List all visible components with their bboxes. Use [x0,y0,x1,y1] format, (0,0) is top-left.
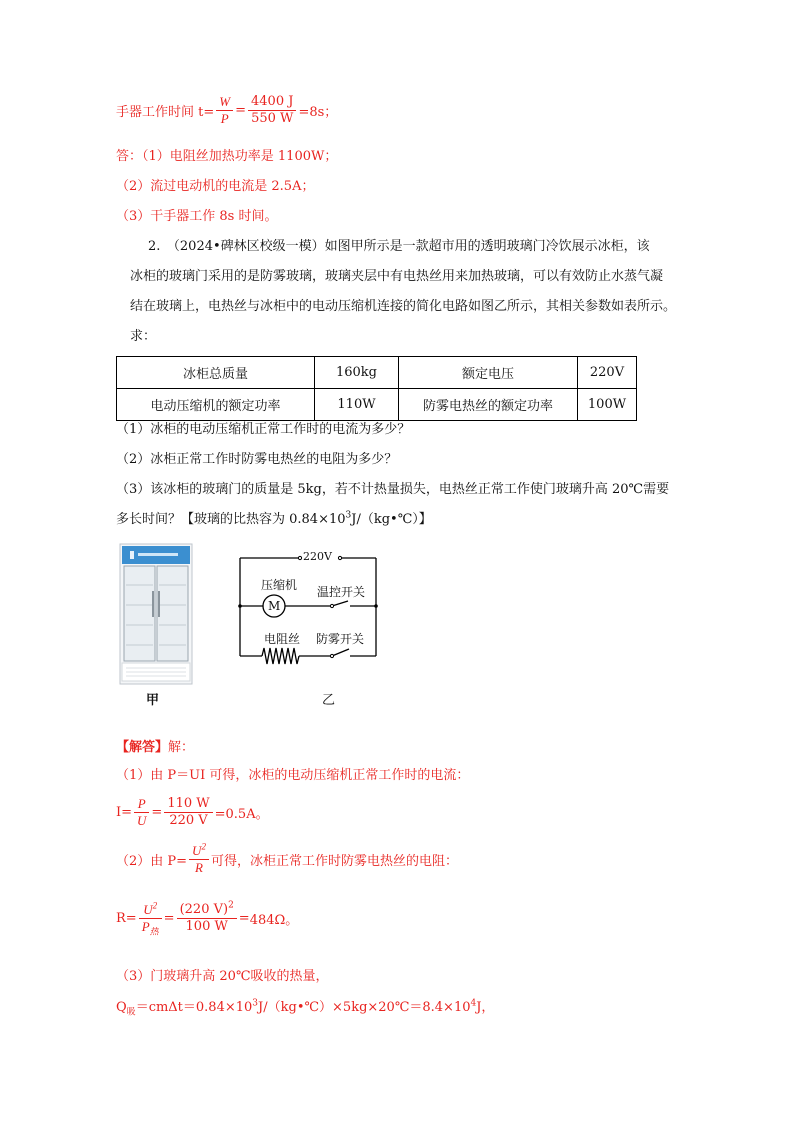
table-cell: 160kg [315,357,399,389]
circuit-diagram [236,548,386,668]
solution-step-2: （2）由 P= $\frac{U^2}{R}$ 可得，冰柜正常工作时防雾电热丝的电阻： [116,841,458,875]
time-equation: 手器工作时间 t= $\frac{W}{P}$ = $\frac{4400 J}{550 W}$ =8s； [116,94,338,126]
table-cell: 防雾电热丝的额定功率 [399,389,578,421]
figure-b-label: 乙 [322,693,336,708]
compressor-label: 压缩机 [261,578,298,592]
table-cell: 冰柜总质量 [117,357,315,389]
voltage-label: 220V [303,550,332,563]
table-cell: 额定电压 [399,357,578,389]
fraction-values: $\frac{4400 J}{550 W}$ [248,94,296,127]
motor-symbol: M [268,599,281,613]
heat-equation: $Q_吸=cm\Delta t=0.84\times 10^3J/(kg•℃)\times 5kg\times 20℃=8.4\times 10^4J$， [116,998,495,1018]
current-equation: I= $\frac{P}{U}$ = $\frac{110 W}{220 V}$ =0.5A。 [116,796,269,828]
solution-step-1: （1）由 P＝UI 可得，冰柜的电动压缩机正常工作时的电流： [116,768,470,783]
table-cell: 100W [578,389,637,421]
heater-label: 电阻丝 [264,632,301,646]
question-1: （1）冰柜的电动压缩机正常工作时的电流为多少？ [116,422,411,437]
question-2: （2）冰柜正常工作时防雾电热丝的电阻为多少？ [116,452,398,467]
time-label: 手器工作时间 t= [116,105,215,120]
problem-line-2: 冰柜的玻璃门采用的是防雾玻璃，玻璃夹层中有电热丝用来加热玻璃，可以有效防止水蒸气凝 [130,269,664,284]
table-row [117,389,637,421]
resistance-equation: R = $\frac{U^2}{P_热}$ = $\frac{(220 V)^2}{100 W}$ = 484Ω。 [116,900,299,937]
fog-switch-label: 防雾开关 [316,632,365,646]
question-3-line-1: （3）该冰柜的玻璃门的质量是 5kg，若不计热量损失，电热丝正常工作使门玻璃升高 20℃需要 [116,482,670,497]
fraction-w-over-p: $\frac{W}{P}$ [216,94,233,127]
table-cell: 220V [578,357,637,389]
question-3-line-2: 多长时间？【玻璃的比热容为 $0.84\times 10^3J/(kg•℃)$】 [116,510,432,527]
problem-line-3: 结在玻璃上，电热丝与冰柜中的电动压缩机连接的简化电路如图乙所示，其相关参数如表所示。 [130,299,677,314]
table-cell: 110W [315,389,399,421]
figure-a-label: 甲 [146,693,160,708]
table-cell: 电动压缩机的额定功率 [117,389,315,421]
circuit-wires [236,548,386,668]
solution-step-3: （3）门玻璃升高 20℃吸收的热量， [116,969,329,984]
time-result: =8s； [298,105,338,120]
problem-line-1: 2. （2024•碑林区校级一模）如图甲所示是一款超市用的透明玻璃门冷饮展示冰柜，该 [148,239,650,254]
table-row [117,357,637,389]
parameter-table [116,356,637,421]
thermo-switch-label: 温控开关 [317,585,366,599]
answer-line-1: 答：（1）电阻丝加热功率是 1100W； [116,149,338,164]
refrigerator-image [118,543,194,687]
answer-line-3: （3）干手器工作 8s 时间。 [116,209,278,224]
solution-heading: 【解答】解： [116,740,195,755]
problem-line-4: 求： [130,329,157,344]
answer-line-2: （2）流过电动机的电流是 2.5A； [116,179,315,194]
